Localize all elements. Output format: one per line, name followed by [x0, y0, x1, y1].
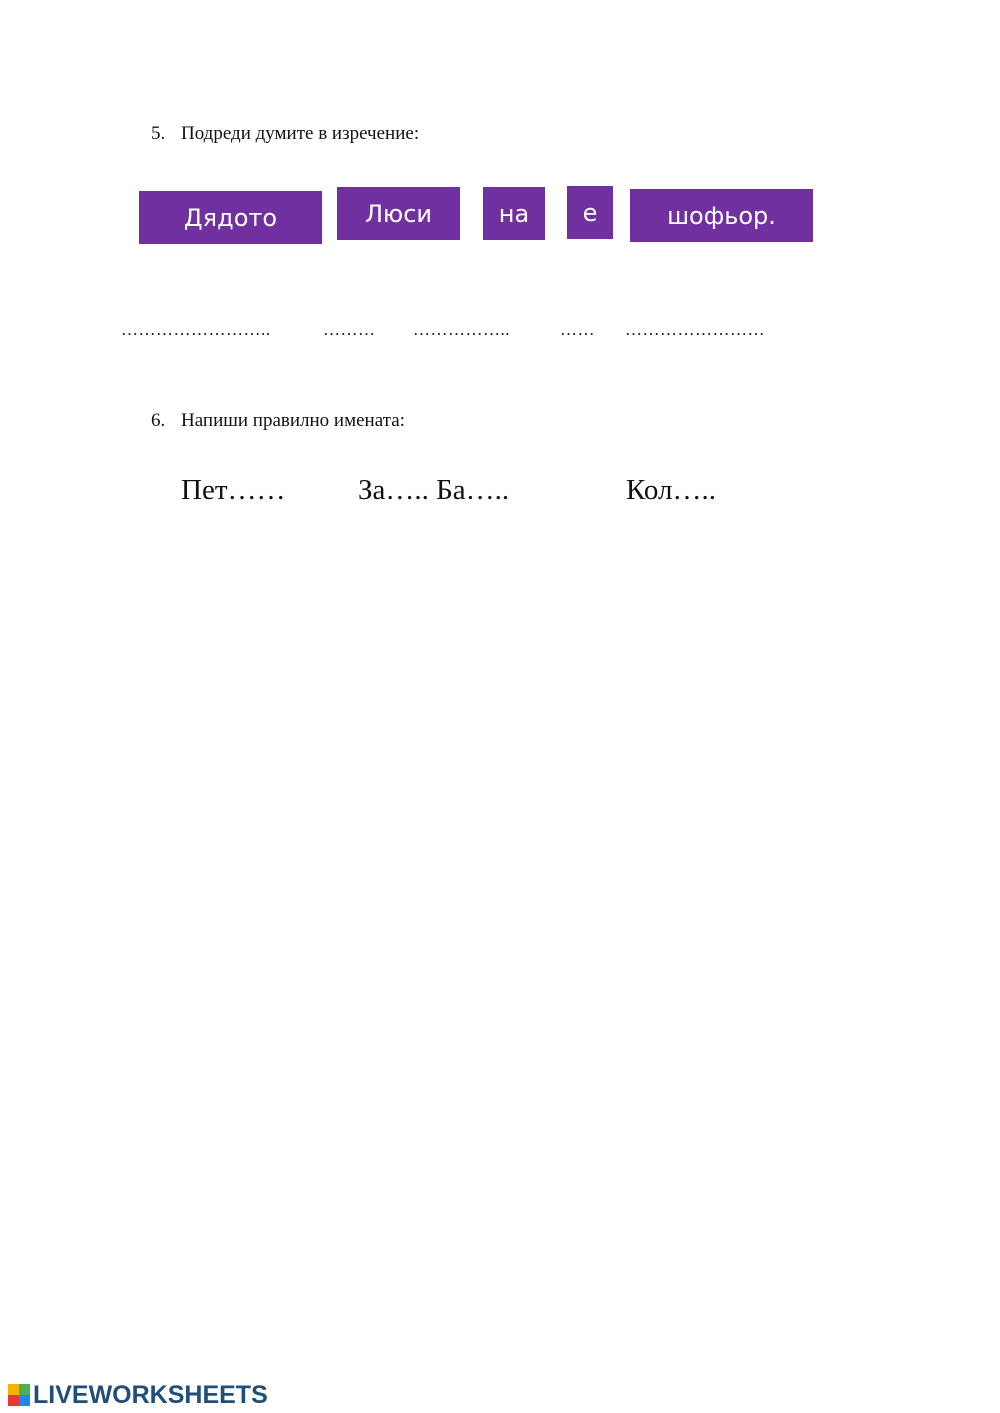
- liveworksheets-logo: [8, 1380, 268, 1410]
- logo-square-red: [8, 1395, 19, 1406]
- answer-blank-4[interactable]: ……: [560, 320, 595, 339]
- logo-square-green: [19, 1384, 30, 1395]
- name-fill-3[interactable]: Кол…..: [626, 474, 716, 506]
- logo-square-blue: [19, 1395, 30, 1406]
- task6-number: 6.: [151, 410, 166, 431]
- answer-blank-2[interactable]: ………: [323, 320, 376, 339]
- answer-blank-1[interactable]: ……………………..: [121, 320, 271, 339]
- task5-instruction: Подреди думите в изречение:: [181, 123, 420, 144]
- logo-square-yellow: [8, 1384, 19, 1395]
- answer-blank-5[interactable]: ……………………: [625, 320, 765, 339]
- answer-blank-3[interactable]: ……………..: [413, 320, 510, 339]
- word-tile-5[interactable]: шофьор.: [630, 189, 813, 242]
- logo-text: LIVEWORKSHEETS: [33, 1380, 268, 1409]
- liveworksheets-logo-icon: [8, 1384, 30, 1406]
- name-fill-2[interactable]: За….. Ба…..: [358, 474, 510, 506]
- word-tile-2[interactable]: Люси: [337, 187, 460, 240]
- task6-instruction: Напиши правилно имената:: [181, 410, 405, 431]
- word-tile-3[interactable]: на: [483, 187, 545, 240]
- word-tile-4[interactable]: е: [567, 186, 613, 239]
- task5-number: 5.: [151, 123, 166, 144]
- word-tile-1[interactable]: Дядото: [139, 191, 322, 244]
- name-fill-1[interactable]: Пет……: [181, 474, 286, 506]
